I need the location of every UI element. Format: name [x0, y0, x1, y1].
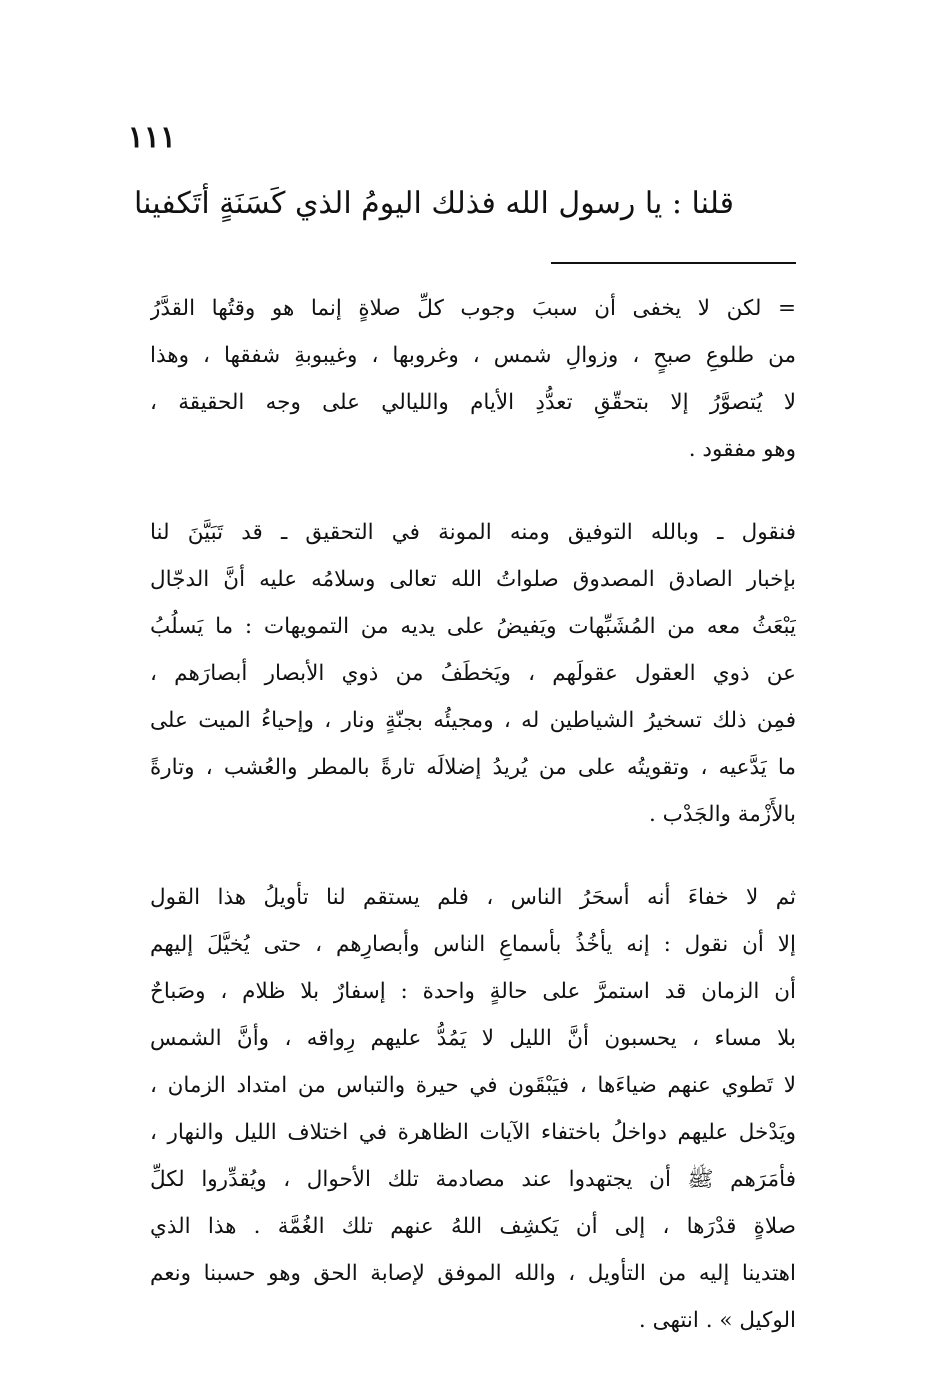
paragraph-3	[150, 874, 796, 1344]
text-line: بإخبار الصادق المصدوق صلواتُ الله تعالى وسلامُه عليه أنَّ الدجّال	[150, 567, 796, 592]
text-line: بلا مساء ، يحسبون أنَّ الليل لا يَمُدُّ عليهم رِواقه ، وأنَّ الشمس	[150, 1026, 796, 1051]
text-line: فأمَرَهم ﷺ أن يجتهدوا عند مصادمة تلك الأحوال ، ويُقدِّروا لكلِّ	[150, 1167, 796, 1192]
footnote-separator-rule	[551, 262, 796, 264]
paragraph-2	[150, 509, 796, 838]
page-number: ١١١	[127, 120, 176, 155]
text-line: لا تَطوي عنهم ضياءَها ، فيَبْقَون في حيرة والتباس من امتداد الزمان ،	[150, 1073, 796, 1098]
text-line: فمِن ذلك تسخيرُ الشياطين له ، ومجيئُه بجنّةٍ ونار ، وإحياءُ الميت على	[150, 708, 796, 733]
text-line: أن الزمان قد استمرَّ على حالةٍ واحدة : إسفارٌ بلا ظلام ، وصَباحٌ	[150, 979, 796, 1004]
text-line: ما يَدَّعيه ، وتقويتُه على من يُريدُ إضلالَه تارةً بالمطر والعُشب ، وتارةً	[150, 755, 796, 780]
text-line: صلاةٍ قدْرَها ، إلى أن يَكشِف اللهُ عنهم تلك الغُمَّة . هذا الذي	[150, 1214, 796, 1239]
text-line: من طلوعِ صبحٍ ، وزوالِ شمس ، وغروبها ، وغيبوبةِ شفقها ، وهذا	[150, 343, 796, 368]
text-line: يَبْعَثُ معه من المُشَبِّهات ويَفيضُ على يديه من التمويهات : ما يَسلُبُ	[150, 614, 796, 639]
text-line: وهو مفقود .	[688, 437, 796, 462]
text-line: إلا أن نقول : إنه يأخُذُ بأسماعِ الناس وأبصارِهم ، حتى يُخيَّلَ إليهم	[150, 932, 796, 957]
text-line: بالأَزْمة والجَدْب .	[648, 802, 796, 827]
text-line: لا يُتصوَّرُ إلا بتحقّقِ تعدُّدِ الأيام والليالي على وجه الحقيقة ،	[150, 390, 796, 415]
poem-verse-heading: قلنا : يا رسول الله فذلك اليومُ الذي كَسَنَةٍ أتَكفينا	[134, 186, 734, 221]
text-line: الوكيل » . انتهى .	[638, 1308, 796, 1333]
text-line: = لكن لا يخفى أن سببَ وجوب كلِّ صلاةٍ إنما هو وقتُها القدَّرُ	[150, 296, 796, 321]
text-line: عن ذوي العقول عقولَهم ، ويَخطَفُ من ذوي الأبصار أبصارَهم ،	[150, 661, 796, 686]
body-text	[150, 285, 796, 1380]
paragraph-1	[150, 285, 796, 473]
text-line: فنقول ـ وبالله التوفيق ومنه المونة في التحقيق ـ قد تَبَيَّنَ لنا	[150, 520, 796, 545]
text-line: ثم لا خفاءَ أنه أسحَرُ الناس ، فلم يستقم لنا تأويلُ هذا القول	[150, 885, 796, 910]
text-line: اهتدينا إليه من التأويل ، والله الموفق لإصابة الحق وهو حسبنا ونعم	[150, 1261, 796, 1286]
text-line: ويَدْخل عليهم دواخلُ باختفاء الآيات الظاهرة في اختلاف الليل والنهار ،	[150, 1120, 796, 1145]
